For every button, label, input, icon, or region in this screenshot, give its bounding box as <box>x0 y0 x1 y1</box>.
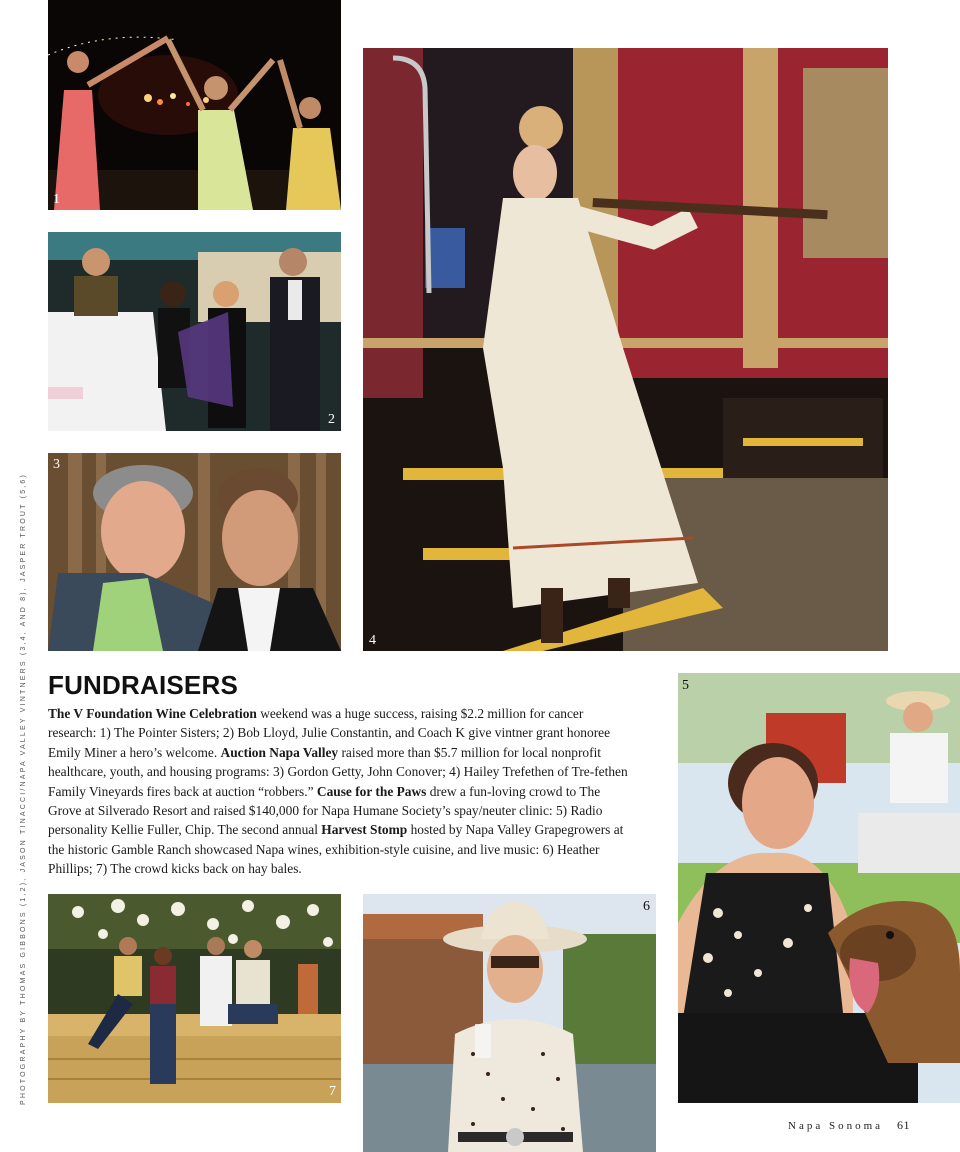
article-text: hosted by Napa Valley Grapegrowers at the historic Gamble Ranch showcased Napa wines, exhibition-style cuisine, and live music: 6) Heather Phillips; 7) The crowd kicks back on hay bales. <box>48 822 624 877</box>
event-name: Harvest Stomp <box>321 822 408 838</box>
magazine-name: Napa Sonoma <box>788 1120 884 1132</box>
photo-3-getty-conover <box>48 453 341 651</box>
photo-number: 1 <box>53 192 60 207</box>
photo-1-pointer-sisters <box>48 0 341 210</box>
photo-number: 3 <box>53 457 60 472</box>
event-name: The V Foundation Wine Celebration <box>48 706 257 721</box>
photo-4-hailey-trefethen <box>363 48 888 651</box>
article-text: weekend was a huge success, raising $2.2 million for cancer research: 1) The Pointer Sisters; 2) Bob Lloyd, Julie Constantin, and Coach K give vintner grant honoree Emily Miner a hero’s welcome. <box>48 706 611 760</box>
article-body <box>48 704 628 879</box>
event-name: Auction Napa Valley <box>220 744 339 760</box>
photo-number: 7 <box>329 1084 336 1099</box>
photo-number: 6 <box>643 899 650 914</box>
event-name: Cause for the Paws <box>316 783 427 799</box>
page-number: 61 <box>897 1118 911 1132</box>
photo-number: 4 <box>369 633 376 648</box>
photo-2-grant-honoree <box>48 232 341 431</box>
photo-number: 5 <box>682 678 689 693</box>
photo-6-heather-phillips <box>363 894 656 1152</box>
article-text: drew a fun-loving crowd to The Grove at Silverado Resort and raised $140,000 for Napa Humane Society’s spay/neuter clinic: 5) Radio personality Kellie Fuller, Chip. The second annual <box>48 783 603 838</box>
section-headline: FUNDRAISERS <box>48 670 238 700</box>
article-text: raised more than $5.7 million for local nonprofit healthcare, youth, and housing programs: 3) Gordon Getty, John Conover; 4) Hailey Trefethen of Tre-fethen Family Vineyards fires back at auction “robbers.” <box>48 744 628 799</box>
page-footer <box>788 1118 910 1133</box>
photo-5-kellie-fuller-chip <box>678 673 960 1103</box>
photo-7-hay-bales <box>48 894 341 1103</box>
photo-number: 2 <box>328 412 335 427</box>
photo-credit: PHOTOGRAPHY BY THOMAS GIBBONS (1,2), JASON TINACCI/NAPA VALLEY VINTNERS (3,4, AND 8), JASPER TROUT (5,6) <box>20 472 27 1105</box>
